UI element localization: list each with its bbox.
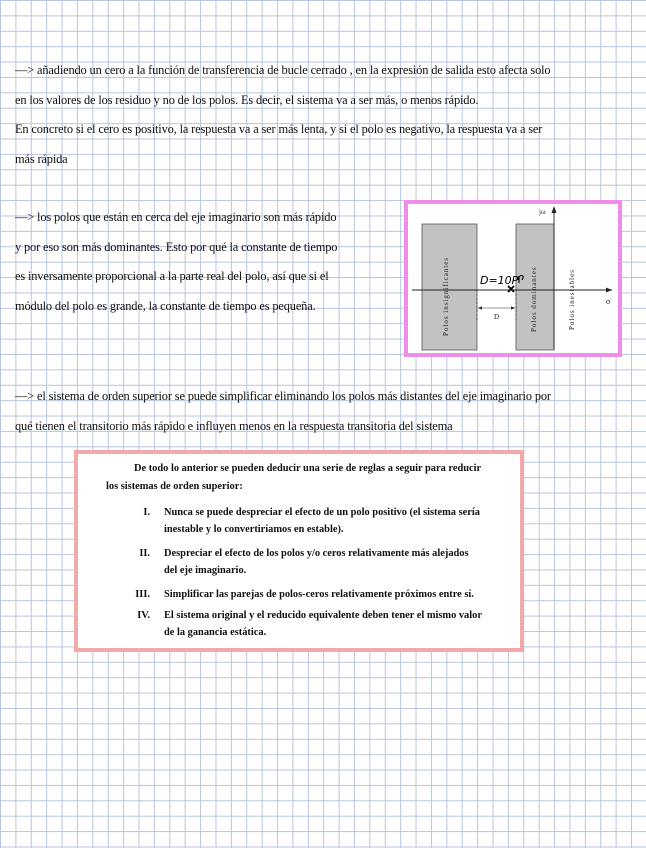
- rule-text-line: Simplificar las parejas de polos-ceros relativamente próximos entre sí.: [164, 589, 474, 600]
- rule-numeral: I.: [143, 507, 150, 518]
- paragraph-line: módulo del polo es grande, la constante de tiempo es pequeña.: [15, 298, 316, 313]
- rules-intro: [106, 460, 506, 496]
- pole-diagram-figure: [404, 200, 622, 357]
- region-dominant-label: Polos dominantes: [530, 266, 538, 332]
- rules-intro-line: los sistemas de orden superior:: [106, 481, 243, 492]
- dimension-arrow-left-icon: [478, 306, 482, 309]
- paragraph-line: más rápida: [15, 151, 68, 166]
- real-axis-label: σ: [606, 297, 611, 306]
- rule-text-line: Despreciar el efecto de los polos y/o ceros relativamente más alejados: [164, 548, 469, 559]
- paragraph-higher-order-simplification: [15, 382, 551, 441]
- paragraph-line: —> el sistema de orden superior se puede simplificar eliminando los polos más distantes del eje imaginario por: [15, 389, 551, 403]
- paragraph-line: y por eso son más dominantes. Esto por qué la constante de tiempo: [15, 239, 338, 254]
- paragraph-zero-effect: [15, 56, 550, 174]
- paragraph-line: en los valores de los residuo y no de los polos. Es decir, el sistema va a ser más, o menos rápido.: [15, 92, 479, 107]
- rule-numeral: II.: [139, 548, 150, 559]
- paragraph-line: es inversamente proporcional a la parte real del polo, así que si el: [15, 269, 329, 284]
- pole-diagram: [408, 204, 618, 353]
- reduction-rules-box: [74, 450, 524, 652]
- rule-text-line: de la ganancia estática.: [164, 627, 267, 638]
- rule-text: [164, 504, 504, 538]
- rule-text-line: Nunca se puede despreciar el efecto de un polo positivo (el sistema sería: [164, 507, 480, 518]
- rule-text: [164, 607, 504, 641]
- rule-text-line: inestable y lo convertiríamos en estable).: [164, 524, 344, 535]
- paragraph-line: qué tienen el transitorio más rápido e influyen menos en la respuesta transitoria del sistema: [15, 418, 453, 433]
- rules-intro-line: De todo lo anterior se pueden deducir una serie de reglas a seguir para reducir: [134, 463, 482, 474]
- paragraph-line: —> los polos que están en cerca del eje imaginario son más rápido: [15, 210, 337, 224]
- region-insignificant-label: Polos insignificantes: [442, 256, 450, 336]
- rule-numeral: IV.: [137, 610, 150, 621]
- rule-text-line: del eje imaginario.: [164, 565, 247, 576]
- rule-numeral: III.: [135, 589, 150, 600]
- handwritten-note: D=10P: [480, 274, 519, 287]
- paragraph-line: —> añadiendo un cero a la función de transferencia de bucle cerrado , en la expresión de salida esto afecta solo: [15, 63, 551, 77]
- dimension-arrow-right-icon: [511, 306, 515, 309]
- imaginary-axis-label: jω: [539, 208, 546, 216]
- imaginary-axis-arrow-icon: [552, 206, 557, 213]
- rule-text-line: El sistema original y el reducido equivalente deben tener el mismo valor: [164, 610, 482, 621]
- paragraph-line: En concreto si el cero es positivo, la respuesta va a ser más lenta, y si el polo es negativo, la respuesta va a ser: [15, 122, 543, 137]
- rule-text: [164, 545, 504, 579]
- distance-label: D: [494, 313, 500, 321]
- real-axis-arrow-icon: [606, 288, 612, 293]
- region-unstable-label: Polos inestables: [568, 269, 576, 330]
- paragraph-dominant-poles: [15, 203, 337, 321]
- rule-text: [164, 586, 504, 603]
